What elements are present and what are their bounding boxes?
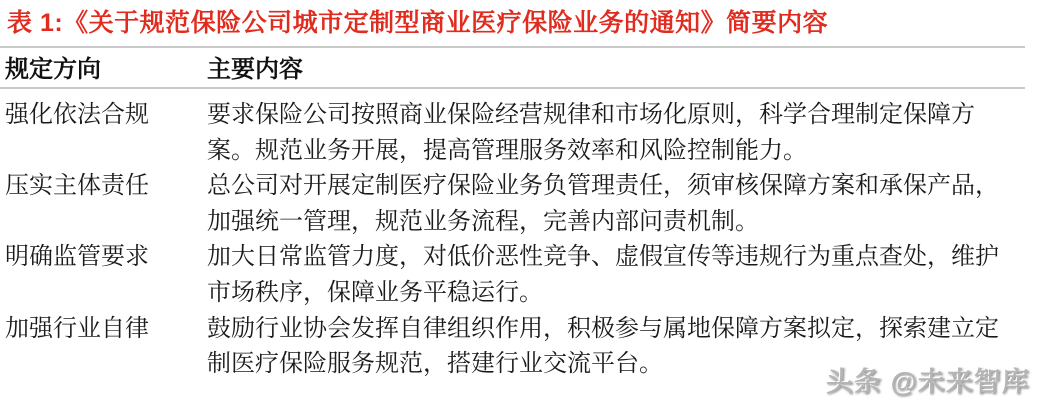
row-content: 鼓励行业协会发挥自律组织作用，积极参与属地保障方案拟定，探索建立定制医疗保险服务规范，搭建行业交流平台。 [207, 314, 999, 378]
watermark: 头条 @未来智库 [826, 367, 1030, 397]
table-row [5, 97, 1038, 168]
table-body [0, 97, 1038, 382]
row-content: 加大日常监管力度，对低价恶性竞争、虚假宣传等违规行为重点查处，维护市场秩序，保障业务平稳运行。 [207, 243, 999, 306]
column-header-direction: 规定方向 [5, 56, 101, 83]
divider-top [0, 46, 1025, 48]
divider-header-bottom [0, 87, 1025, 89]
table-row [5, 168, 1038, 239]
table-header-row [0, 55, 1038, 85]
page-title: 表 1:《关于规范保险公司城市定制型商业医疗保险业务的通知》简要内容 [7, 9, 829, 37]
column-header-content: 主要内容 [207, 56, 303, 83]
table-row [5, 239, 1038, 310]
row-direction: 强化依法合规 [5, 101, 149, 128]
row-content: 总公司对开展定制医疗保险业务负管理责任，须审核保障方案和承保产品，加强统一管理，规范业务流程，完善内部问责机制。 [207, 172, 999, 235]
row-direction: 压实主体责任 [5, 172, 149, 200]
row-content: 要求保险公司按照商业保险经营规律和市场化原则，科学合理制定保障方案。规范业务开展，提高管理服务效率和风险控制能力。 [207, 101, 975, 164]
row-direction: 明确监管要求 [5, 243, 149, 271]
row-direction: 加强行业自律 [5, 314, 149, 342]
